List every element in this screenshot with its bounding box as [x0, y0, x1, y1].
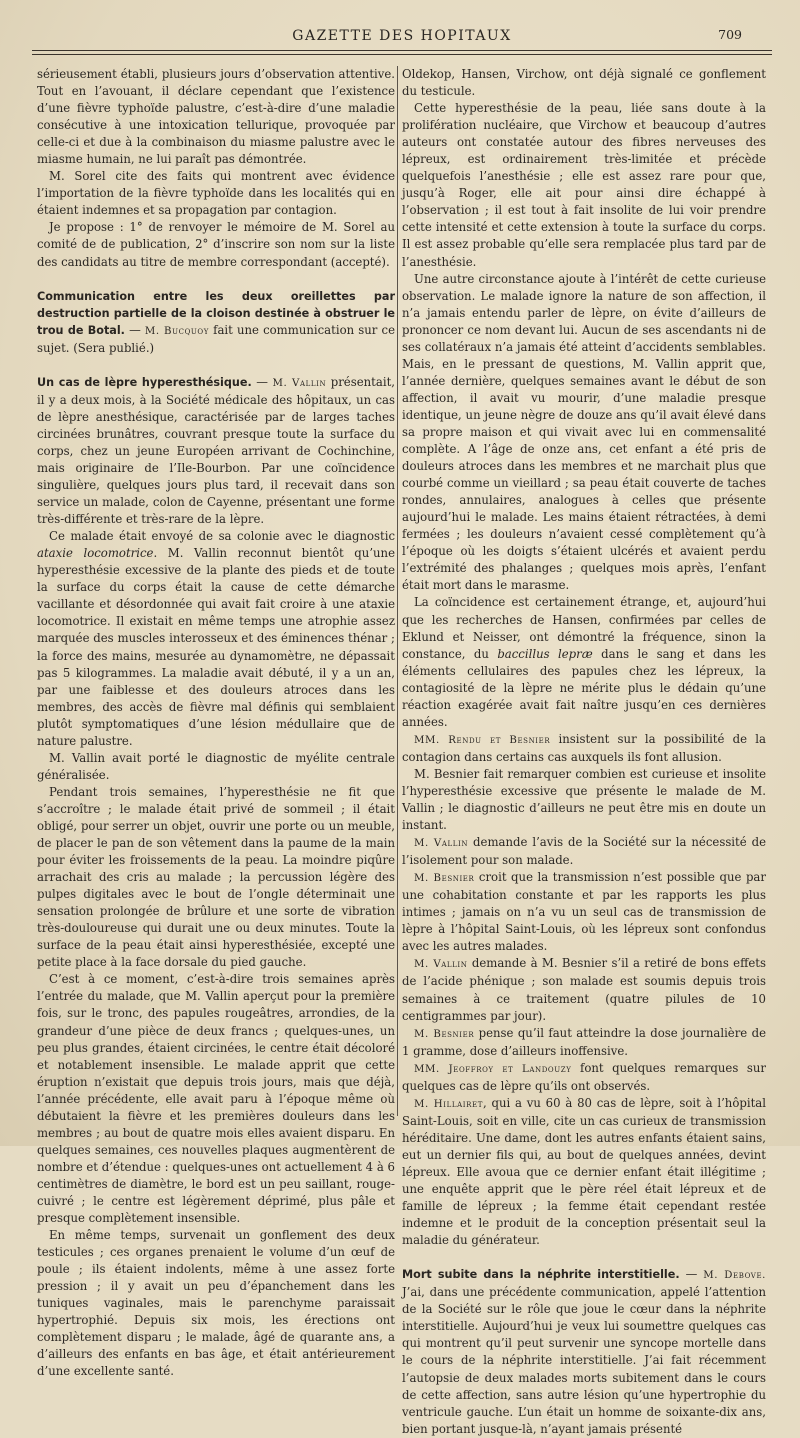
text-run: insistent sur la possibilité de la contagion dans certains cas auxquels ils font allusion.: [402, 731, 766, 764]
section-title: Un cas de lèpre hyperesthésique.: [37, 375, 252, 389]
author-name: M. Hillairet: [414, 1098, 483, 1110]
author-name: M. Debove.: [703, 1270, 766, 1282]
paragraph: [37, 528, 395, 750]
text-run: pense qu’il faut atteindre la dose journalière de 1 gramme, dose d’ailleurs inoffensive.: [402, 1025, 766, 1058]
paragraph: Une autre circonstance ajoute à l’intérêt de cette curieuse observation. Le malade ignore la nature de son affection, il n’a jamais entendu parler de lèpre, on évite d’ailleurs de prononcer ce nom devant lui. Aucun de ses ascendants ni de ses collatéraux n’a jamais été atteint d’accidents semblables. Mais, en le pressant de questions, M. Vallin apprit que, l’année dernière, quelques semaines avant le début de son affection, il avait vu mourir, d’une maladie presque identique, un jeune nègre de douze ans qu’il avait élevé dans sa propre maison et qui vivait avec lui en commensalité complète. A l’âge de onze ans, cet enfant a été pris de douleurs atroces dans les membres et ne marchait plus que courbé comme un vieillard ; sa peau était couverte de taches rondes, annulaires, analogues à celles que présente aujourd’hui le malade. Les mains étaient rétractées, à demi fermées ; les douleurs n’avaient cessé complètement qu’à l’époque où les doigts s’étaient ulcérés et avaient perdu l’extrémité des phalanges ; quelques mois après, l’enfant était mort dans le marasme.: [402, 271, 766, 593]
paragraph: [402, 1095, 766, 1249]
paragraph: [402, 594, 766, 730]
section-bucquoy: [37, 288, 395, 357]
section-title: Communication entre les deux oreillettes par destruction partielle de la cloison destinée à obstruer le trou de Botal.: [37, 289, 395, 337]
text-run: La coïncidence est certainement étrange, et, aujourd’hui que les recherches de Hansen, confirmées par celles de Eklund et Neisser, ont démontré la fréquence, sinon la constance, du: [402, 595, 766, 661]
paragraph: Cette hyperesthésie de la peau, liée sans doute à la prolifération nucléaire, que Virchow et beaucoup d’autres auteurs ont constatée autour des fibres nerveuses des lépreux, est ordinairement très-limitée et précède quelquefois l’anesthésie ; elle est assez rare pour que, jusqu’à Roger, elle ait pour ainsi dire échappé à l’observation ; il est tout à fait insolite de lui voir prendre cette intensité et cette extension à toute la surface du corps. Il est assez probable qu’elle sera remplacée plus tard par de l’anesthésie.: [402, 101, 766, 269]
text-run: demande l’avis de la Société sur la nécessité de l’isolement pour son malade.: [402, 835, 766, 868]
paragraph: [402, 731, 766, 766]
paragraph: M. Besnier fait remarquer combien est curieuse et insolite l’hyperesthésie excessive que présente le malade de M. Vallin ; le diagnostic d’ailleurs ne peut être mis en doute un instant.: [402, 766, 766, 833]
header-rule-thick: [32, 50, 772, 51]
paragraph: Pendant trois semaines, l’hyperesthésie ne fit que s’accroître ; le malade était privé de sommeil ; il était obligé, pour serrer un objet, ouvrir une porte ou un meuble, de placer le pan de son vêtement dans la paume de la main pour éviter les froissements de la peau. La moindre piqûre arrachait des cris au malade ; la percussion légère des pulpes digitales avec le bout de l’ongle déterminait une sensation prolongée de brûlure et une sorte de vibration très-douloureuse qui durait une ou deux minutes. Toute la surface de la peau était ainsi hyperesthésiée, excepté une petite place à la face dorsale du pied gauche.: [37, 784, 395, 970]
section-vallin-lepre: [37, 374, 395, 528]
section-title: Mort subite dans la néphrite interstitielle.: [402, 1268, 680, 1282]
author-name: M. Vallin: [414, 959, 468, 971]
dash: —: [679, 1267, 704, 1282]
italic-term: ataxie locomotrice: [37, 546, 154, 561]
column-divider: [397, 66, 398, 1116]
author-name: MM. Jeoffroy et Landouzy: [414, 1063, 572, 1075]
author-name: M. Vallin: [272, 377, 327, 389]
paragraph: [402, 1025, 766, 1060]
author-name: M. Bucquoy: [144, 325, 209, 337]
paragraph: [402, 955, 766, 1024]
paragraph: C’est à ce moment, c’est-à-dire trois semaines après l’entrée du malade, que M. Vallin aperçut pour la première fois, sur le tronc, des papules rougeâtres, arrondies, de la grandeur d’une pièce de deux francs ; quelques-unes, un peu plus grandes, étaient circinées, le centre était décoloré et notablement insensible. Le malade apprit que cette éruption n’existait que depuis trois jours, mais que déjà, l’année précédente, elle avait paru à l’époque même où débutaient la fièvre et les premières douleurs dans les membres ; au bout de quatre mois elles avaient disparu. En quelques semaines, ces nouvelles plaques augmentèrent de nombre et d’étendue : quelques-unes ont actuellement 4 à 6 centimètres de diamètre, le bord est un peu saillant, rouge-cuivré ; le centre est légèrement déprimé, plus pâle et presque complètement insensible.: [37, 972, 395, 1226]
paragraph: [402, 869, 766, 955]
text-run: . M. Vallin reconnut bientôt qu’une hyperesthésie excessive de la plante des pieds et de toute la surface du corps était la cause de cette démarche vacillante et désordonnée qui avait fait croire à une ataxie locomotrice. Il existait en même temps une atrophie assez marquée des muscles interosseux et des éminences thénar ; la force des mains, mesurée au dynamomètre, ne dépassait pas 5 kilogrammes. La maladie avait débuté, il y a un an, par une faiblesse et des douleurs atroces dans les membres, des accès de fièvre mal définis qui semblaient plutôt symptomatiques d’une lésion médullaire que de nature palustre.: [37, 546, 396, 748]
paragraph: En même temps, survenait un gonflement des deux testicules ; ces organes prenaient le volume d’un œuf de poule ; ils étaient indolents, même à une assez forte pression ; il y avait un peu d’épanchement dans les tuniques vaginales, mais le parenchyme paraissait hypertrophié. Depuis six mois, les érections ont complètement disparu ; le malade, âgé de quarante ans, a d’ailleurs des enfants en bas âge, et était antérieurement d’une excellente santé.: [37, 1228, 395, 1379]
section-text: J’ai, dans une précédente communication, appelé l’attention de la Société sur le rôle que joue le cœur dans la néphrite interstitielle. Aujourd’hui je veux lui soumettre quelques cas qui montrent qu’il peut survenir une syncope mortelle dans le cours de la néphrite interstitielle. J’ai fait récemment l’autopsie de deux malades morts subitement dans le cours de cette affection, sans autre lésion qu’une hypertrophie du ventricule gauche. L’un était un homme de soixante-dix ans, bien portant jusque-là, n’ayant jamais présenté: [402, 1285, 766, 1436]
author-name: M. Besnier: [414, 873, 475, 885]
paragraph: M. Vallin avait porté le diagnostic de myélite centrale généralisée.: [37, 750, 395, 782]
paragraph: [402, 834, 766, 869]
text-run: croit que la transmission n’est possible que par une cohabitation constante et par les rapports les plus intimes ; jamais on n’a vu un seul cas de transmission de lèpre à l’hôpital Saint-Louis, où les lépreux sont confondus avec les autres malades.: [402, 870, 766, 954]
dash: —: [251, 374, 273, 389]
author-name: M. Vallin: [414, 838, 469, 850]
left-column: [37, 66, 396, 1379]
text-run: Ce malade était envoyé de sa colonie avec le diagnostic: [49, 529, 395, 544]
journal-title: GAZETTE DES HOPITAUX: [292, 28, 512, 44]
section-debove: [402, 1266, 766, 1437]
paragraph: Je propose : 1° de renvoyer le mémoire de M. Sorel au comité de de publication, 2° d’inscrire son nom sur la liste des candidats au titre de membre correspondant (accepté).: [37, 220, 395, 269]
italic-term: baccillus lepræ: [497, 646, 593, 661]
header-rule-thin: [32, 54, 772, 55]
paragraph: [402, 1060, 766, 1095]
section-text: fait une communication sur ce sujet. (Sera publié.): [37, 322, 395, 355]
page-number: 709: [718, 27, 742, 42]
author-name: MM. Rendu et Besnier: [414, 734, 551, 746]
paragraph: Oldekop, Hansen, Virchow, ont déjà signalé ce gonflement du testicule.: [402, 67, 766, 99]
dash: —: [124, 322, 145, 337]
paragraph: M. Sorel cite des faits qui montrent avec évidence l’importation de la fièvre typhoïde dans les localités qui en étaient indemnes et sa propagation par contagion.: [37, 169, 395, 218]
text-run: , qui a vu 60 à 80 cas de lèpre, soit à l’hôpital Saint-Louis, soit en ville, cite un cas curieux de transmission héréditaire. Une dame, dont les autres enfants étaient sains, eut un dernier fils qui, au bout de quelques années, devint lépreux. Elle avoua que ce dernier enfant était illégitime ; une enquête apprit que le père réel était lépreux et de famille de lépreux ; la femme était cependant restée indemne et le produit de la conception présentait seul la maladie du générateur.: [402, 1095, 766, 1248]
section-text: présentait, il y a deux mois, à la Société médicale des hôpitaux, un cas de lèpre anesthésique, caractérisée par de larges taches circinées brunâtres, couvrant presque toute la surface du corps, chez un jeune Européen arrivant de Cochinchine, mais originaire de l’Ile-Bourbon. Par une coïncidence singulière, quelques jours plus tard, il recevait dans son service un malade, colon de Cayenne, présentant une forme très-différente et très-rare de la lèpre.: [37, 374, 395, 527]
page-header: [32, 22, 772, 50]
right-column: [402, 66, 766, 1436]
author-name: M. Besnier: [414, 1028, 475, 1040]
paragraph: sérieusement établi, plusieurs jours d’observation attentive. Tout en l’avouant, il déclare cependant que l’existence d’une fièvre typhoïde palustre, c’est-à-dire d’une maladie consécutive à une intoxication tellurique, provoquée par celle-ci et due à la combinaison du miasme palustre avec le miasme humain, ne lui paraît pas démontrée.: [37, 67, 395, 167]
text-run: demande à M. Besnier s’il a retiré de bons effets de l’acide phénique ; son malade est soumis depuis trois semaines à ce traitement (quatre pilules de 10 centigrammes par jour).: [402, 956, 766, 1023]
text-run: dans le sang et dans les éléments cellulaires des papules chez les lépreux, la contagiosité de la lèpre ne mérite plus le dédain qu’une réaction exagérée avait fait naître jusqu’en ces dernières années.: [402, 646, 766, 729]
text-run: font quelques remarques sur quelques cas de lèpre qu’ils ont observés.: [402, 1060, 766, 1093]
